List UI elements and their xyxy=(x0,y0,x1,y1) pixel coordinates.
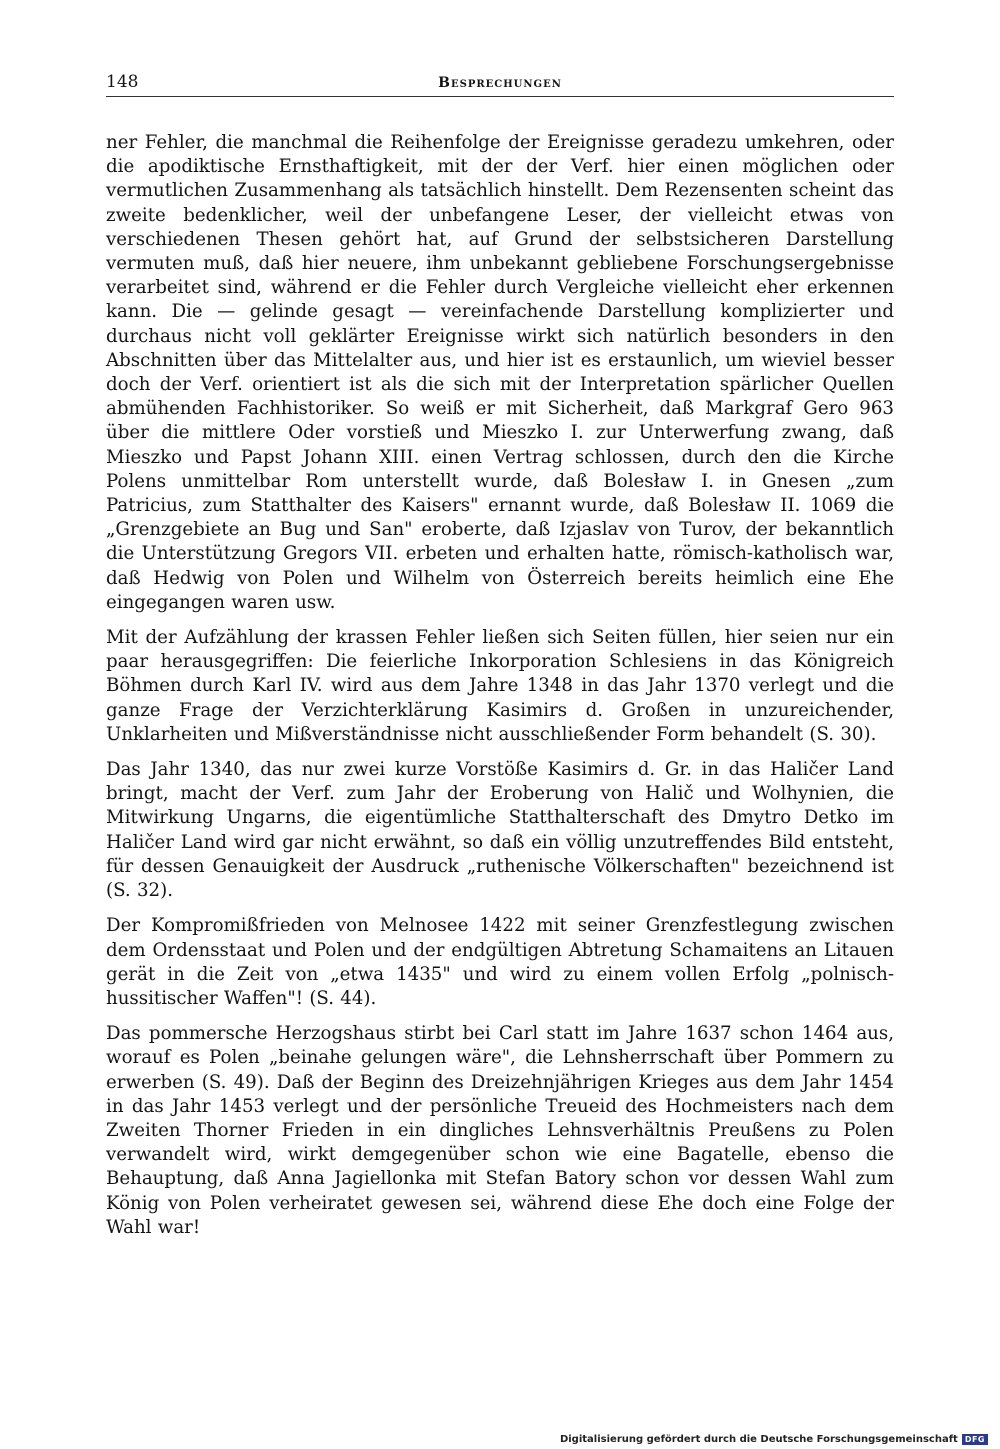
paragraph-3: Das Jahr 1340, das nur zwei kurze Vorstöße Kasimirs d. Gr. in das Haličer Land bringt, macht der Verf. zum Jahr der Eroberung von Halič und Wolhynien, die Mitwirkung Ungarns, die eigentümliche Statthalterschaft des Dmytro Detko im Haličer Land wird gar nicht erwähnt, so daß ein völlig unzutreffendes Bild entsteht, für dessen Genauigkeit der Ausdruck „ruthenische Völkerschaften" bezeichnend ist (S. 32). xyxy=(106,759,894,902)
page-number: 148 xyxy=(106,72,139,92)
dfg-logo-icon: DFG xyxy=(962,1434,988,1445)
paragraph-5: Das pommersche Herzogshaus stirbt bei Carl statt im Jahre 1637 schon 1464 aus, worauf es Polen „beinahe gelungen wäre", die Lehnsherrschaft über Pommern zu erwerben (S. 49). Daß der Beginn des Dreizehnjährigen Krieges aus dem Jahr 1454 in das Jahr 1453 verlegt und der persönliche Treueid des Hochmeisters nach dem Zweiten Thorner Frieden in ein dingliches Lehnsverhältnis Preußens zu Polen verwandelt wird, wirkt demgegenüber schon wie eine Bagatelle, ebenso die Behauptung, daß Anna Jagiellonka mit Stefan Batory schon vor dessen Wahl zum König von Polen verheiratet gewesen sei, während diese Ehe doch eine Folge der Wahl war! xyxy=(106,1023,894,1238)
paragraph-2: Mit der Aufzählung der krassen Fehler ließen sich Seiten füllen, hier seien nur ein paar herausgegriffen: Die feierliche Inkorporation Schlesiens in das Königreich Böhmen durch Karl IV. wird aus dem Jahre 1348 in das Jahr 1370 verlegt und die ganze Frage der Verzichterklärung Kasimirs d. Großen in unzureichender, Unklarheiten und Mißverständnisse nicht ausschließender Form behandelt (S. 30). xyxy=(106,627,894,745)
body-text xyxy=(106,131,894,1251)
running-head: Besprechungen xyxy=(438,75,562,91)
footer-text: Digitalisierung gefördert durch die Deutsche Forschungsgemeinschaft xyxy=(559,1434,958,1445)
paragraph-4: Der Kompromißfrieden von Melnosee 1422 mit seiner Grenzfestlegung zwischen dem Ordensstaat und Polen und der endgültigen Abtretung Schamaitens an Litauen gerät in die Zeit von „etwa 1435" und wird zu einem vollen Erfolg „polnisch-hussitischer Waffen"! (S. 44). xyxy=(106,915,894,1009)
page-header xyxy=(106,72,894,97)
paragraph-1: ner Fehler, die manchmal die Reihenfolge der Ereignisse geradezu umkehren, oder die apodiktische Ernsthaftigkeit, mit der der Verf. hier einen möglichen oder vermutlichen Zusammenhang als tatsächlich hinstellt. Dem Rezensenten scheint das zweite bedenklicher, weil der unbefangene Leser, der vielleicht etwas von verschiedenen Thesen gehört hat, auf Grund der selbstsicheren Darstellung vermuten muß, daß hier neuere, ihm unbekannt gebliebene Forschungsergebnisse verarbeitet sind, während er die Fehler durch Vergleiche vielleicht eher erkennen kann. Die — gelinde gesagt — vereinfachende Darstellung komplizierter und durchaus nicht voll geklärter Ereignisse wirkt sich natürlich besonders in den Abschnitten über das Mittelalter aus, und hier ist es erstaunlich, um wieviel besser doch der Verf. orientiert ist als die sich mit der Interpretation spärlicher Quellen abmühenden Fachhistoriker. So weiß er mit Sicherheit, daß Markgraf Gero 963 über die mittlere Oder vorstieß und Mieszko I. zur Unterwerfung zwang, daß Mieszko und Papst Johann XIII. einen Vertrag schlossen, durch den die Kirche Polens unmittelbar Rom unterstellt wurde, daß Bolesław I. in Gnesen „zum Patricius, zum Statthalter des Kaisers" ernannt wurde, daß Bolesław II. 1069 die „Grenzgebiete an Bug und San" eroberte, daß Izjaslav von Turov, der bekanntlich die Unterstützung Gregors VII. erbeten und erhalten hatte, römisch-katholisch war, daß Hedwig von Polen und Wilhelm von Österreich bereits heimlich eine Ehe eingegangen waren usw. xyxy=(106,132,894,613)
digitization-footer xyxy=(560,1434,988,1445)
